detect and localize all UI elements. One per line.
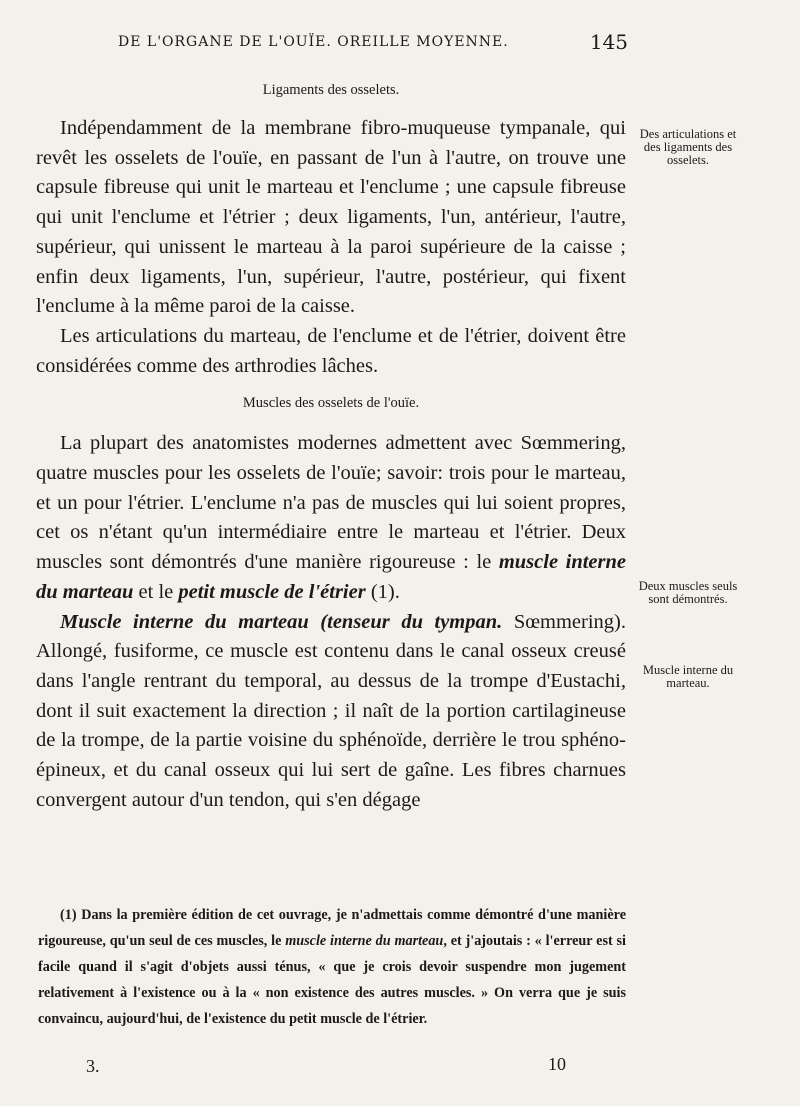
margin-note-articulations: Des articulations et des ligaments des osselets. [639, 127, 737, 167]
margin-note-deux-muscles: Deux muscles seuls sont démontrés. [638, 579, 738, 606]
paragraph-ligaments: Indépendamment de la membrane fibro-muqueuse tympanale, qui revêt les osselets de l'ouïe, en passant de l'un à l'autre, on trouve une capsule fibreuse qui unit le marteau et l'enclume ; une capsule fibreuse qui unit l'enclume et l'étrier ; deux ligaments, l'un, antérieur, l'autre, supérieur, qui unissent le marteau à la paroi supérieure de la caisse ; enfin deux ligaments, l'un, supérieur, l'autre, postérieur, qui fixent l'enclume à la même paroi de la caisse. [36, 117, 626, 318]
text-run: Sœmmering). Allongé, fusiforme, ce muscle est contenu dans le canal osseux creusé dans l'angle rentrant du temporal, au dessus de la trompe d'Eustachi, dont il suit exactement la direction ; il naît de la portion cartilagineuse de la trompe, de la partie voisine du sphénoïde, derrière le trou sphéno-épineux, et du canal osseux qui lui sert de gaîne. Les fibres charnues convergent autour d'un tendon, qui s'en dégage [36, 610, 626, 811]
sheet-number: 10 [548, 1054, 566, 1074]
paragraph-muscle-interne [36, 608, 626, 816]
signature-mark: 3. [86, 1056, 100, 1076]
page-number: 145 [589, 30, 628, 54]
text-run: et le [133, 580, 179, 603]
paragraph-muscles [36, 429, 626, 607]
running-head [118, 30, 628, 54]
emphasis-footnote: muscle interne du marteau [285, 933, 444, 949]
footnote [38, 902, 626, 1032]
text-run: (1) Dans la première édition de cet ouvrage, je n'admettais comme démontré d'une manière rigoureuse, qu'un seul de ces muscles, le [38, 907, 626, 949]
emphasis-muscle-heading: Muscle interne du marteau (tenseur du tympan. [60, 610, 503, 633]
footnote-reference: (1). [365, 580, 400, 603]
running-head-title: DE L'ORGANE DE L'OUÏE. OREILLE MOYENNE. [118, 34, 509, 50]
text-run: La plupart des anatomistes modernes admettent avec Sœmmering, quatre muscles pour les osselets de l'ouïe; savoir: trois pour le marteau, et un pour l'étrier. L'enclume n'a pas de muscles qui lui soient propres, cet os n'étant qu'un intermédiaire entre le marteau et l'étrier. Deux muscles sont démontrés d'une manière rigoureuse : le [36, 432, 626, 574]
text-run: , et j'ajoutais : « l'erreur est si facile quand il s'agit d'objets aussi ténus, « que je crois devoir suspendre mon jugement relativement à l'existence ou à la « non existence des autres muscles. » On verra que je suis convaincu, aujourd'hui, de l'existence du petit muscle de l'étrier. [38, 933, 626, 1027]
main-text [36, 80, 626, 815]
footnote-text [38, 902, 626, 1032]
section-heading-muscles: Muscles des osselets de l'ouïe. [242, 395, 420, 412]
emphasis-petit-muscle: petit muscle de l'étrier [178, 580, 366, 603]
emphasis-muscle-interne: muscle interne du marteau [36, 551, 626, 603]
paragraph-articulations: Les articulations du marteau, de l'enclume et de l'étrier, doivent être considérées comme des arthrodies lâches. [36, 324, 626, 377]
section-heading-ligaments: Ligaments des osselets. [262, 82, 400, 98]
margin-note-muscle-interne: Muscle interne du marteau. [642, 663, 734, 690]
